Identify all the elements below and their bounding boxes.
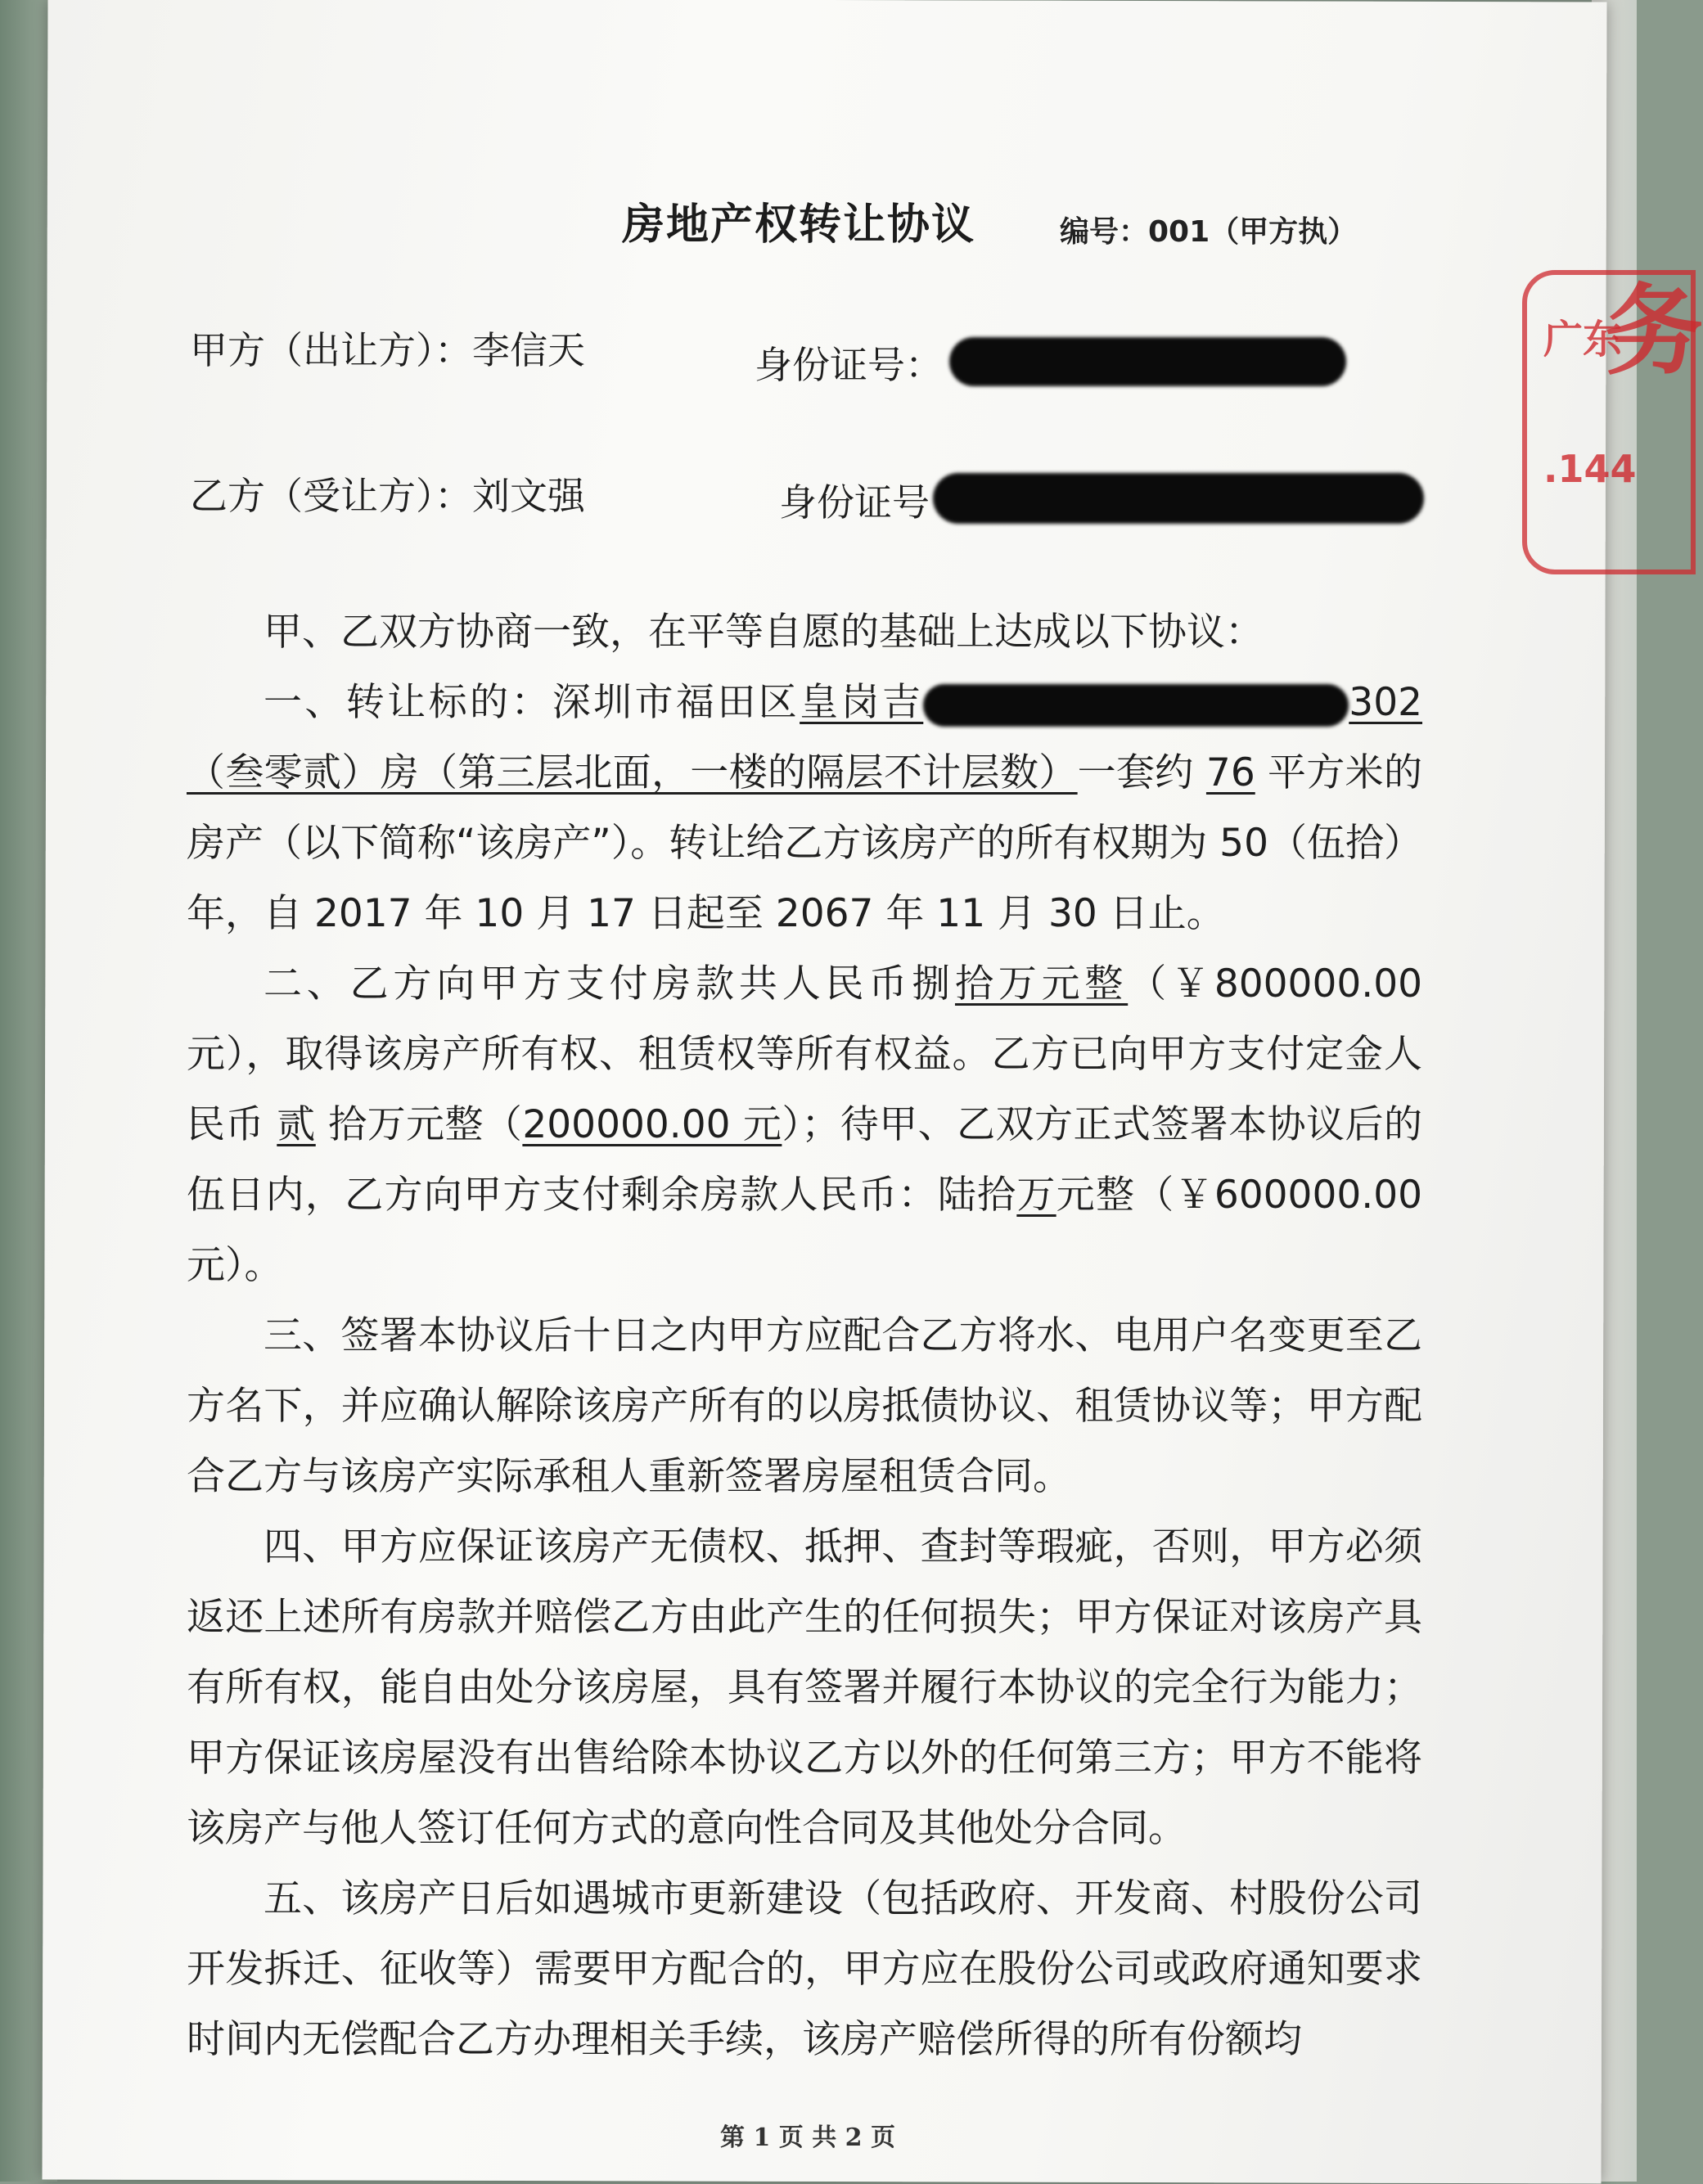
party-b-id-label: 身份证号 <box>779 480 930 525</box>
redacted-id-b <box>933 473 1424 524</box>
stamp-text-bottom: .144 <box>1543 447 1637 491</box>
party-b-label: 乙方（受让方）：刘文强 <box>190 474 585 518</box>
party-a-id-label: 身份证号： <box>755 343 943 387</box>
clause-1-area: 76 <box>1205 750 1255 795</box>
clause-1-rest: 平方米的房产（以下简称“该房产”）。转让给乙方该房产的所有权期为 50（伍拾）年，自 2017 年 10 月 17 日起至 2067 年 11 月 30 日止。 <box>187 750 1423 936</box>
clause-2-balance-unit: 万 <box>1016 1173 1056 1218</box>
clause-2-text-i: 元整（￥600000.00 元）。 <box>187 1173 1423 1288</box>
clause-4: 四、甲方应保证该房产无债权、抵押、查封等瑕疵，否则，甲方必须返还上述所有房款并赔偿乙方由此产生的任何损失；甲方保证对该房产具有所有权，能自由处分该房屋，具有签署并履行本协议的完全行为能力；甲方保证该房屋没有出售给除本协议乙方以外的任何第三方；甲方不能将该房产与他人签订任何方式的意向性合同及其他处分合同。 <box>187 1524 1422 1851</box>
clause-5: 五、该房产日后如遇城市更新建设（包括政府、开发商、村股份公司开发拆迁、征收等）需要甲方配合的，甲方应在股份公司或政府通知要求时间内无偿配合乙方办理相关手续，该房产赔偿所得的所有份额均 <box>187 1876 1422 2062</box>
clause-3: 三、签署本协议后十日之内甲方应配合乙方将水、电用户名变更至乙方名下，并应确认解除该房产所有的以房抵债协议、租赁协议等；甲方配合乙方与该房产实际承租人重新签署房屋租赁合同。 <box>187 1313 1422 1499</box>
clause-1-area-prefix: 一套约 <box>1077 750 1194 795</box>
clause-2-text-a: 二、乙方向甲方支付房款共人民币捌 <box>264 961 955 1006</box>
clause-2-text-e: 拾万元整（ <box>328 1102 523 1147</box>
clause-2 <box>187 949 1422 1301</box>
clause-2-text-c: （￥800000.00 元），取得该房产所有权、租赁权等所有权益。乙方已向甲方支付定金人民币 <box>187 961 1423 1147</box>
clause-1-text: 一、转让标的：深圳市福田区 <box>264 680 800 725</box>
document-title: 房地产权转让协议 <box>622 200 976 250</box>
clause-2-deposit-digit: 贰 <box>277 1102 316 1147</box>
clause-1-address-prefix: 皇岗吉 <box>800 680 924 725</box>
agreement-body <box>187 597 1422 2075</box>
redacted-id-a <box>949 337 1346 386</box>
stamp-text-top: 广东 <box>1543 317 1623 362</box>
redacted-address <box>923 684 1349 727</box>
page-footer: 第 1 页 共 2 页 <box>720 2123 895 2152</box>
clause-1-address: 302（叁零贰）房（第三层北面，一楼的隔层不计层数） <box>187 680 1423 795</box>
stamp-character: 务 <box>1605 275 1703 389</box>
red-seal-stamp <box>1522 270 1703 574</box>
clause-2-amount: 拾万元整 <box>954 961 1129 1006</box>
intro-paragraph: 甲、乙双方协商一致，在平等自愿的基础上达成以下协议： <box>264 610 1264 655</box>
clause-2-deposit-amount: 200000.00 元 <box>522 1102 782 1147</box>
clause-2-text-g: ）；待甲、乙双方正式签署本协议后的伍日内，乙方向甲方支付剩余房款人民币：陆拾 <box>187 1102 1423 1218</box>
party-a-label: 甲方（出让方）：李信天 <box>190 328 585 372</box>
clause-1 <box>187 668 1422 949</box>
document-number: 编号：001（甲方执） <box>1060 215 1358 249</box>
